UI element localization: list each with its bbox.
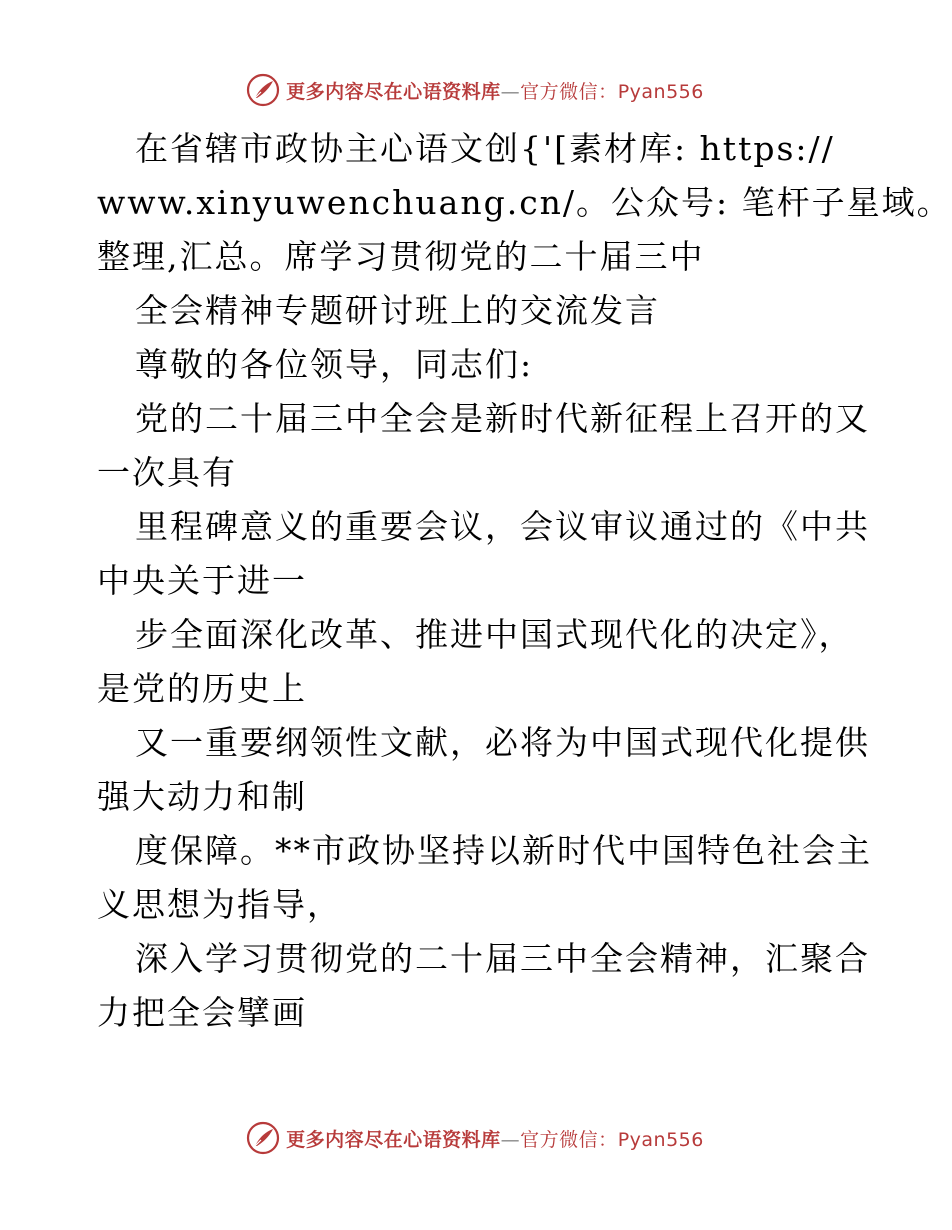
text-line: 又一重要纲领性文献，必将为中国式现代化提供 xyxy=(135,723,870,762)
text-line: 义思想为指导， xyxy=(97,885,342,924)
document-body xyxy=(97,122,952,1040)
feather-pen-logo-icon xyxy=(246,1121,280,1155)
text-line: 在省辖市政协主心语文创{'[素材库: https:// xyxy=(135,129,835,168)
text-line: 力把全会擘画 xyxy=(97,993,307,1032)
text-line: 全会精神专题研讨班上的交流发言 xyxy=(135,291,660,330)
header-banner xyxy=(0,70,950,110)
banner-text: 更多内容尽在心语资料库—官方微信：Pyan556 xyxy=(286,1128,704,1151)
text-line: 尊敬的各位领导，同志们: xyxy=(135,345,534,384)
text-line: 党的二十届三中全会是新时代新征程上召开的又 xyxy=(135,399,870,438)
text-line: www.xinyuwenchuang.cn/。公众号: 笔杆子星域。 xyxy=(97,183,952,222)
text-line: 深入学习贯彻党的二十届三中全会精神，汇聚合 xyxy=(135,939,870,978)
text-line: 整理,汇总。席学习贯彻党的二十届三中 xyxy=(97,237,705,276)
footer-banner xyxy=(0,1118,950,1158)
text-line: 是党的历史上 xyxy=(97,669,307,708)
banner-text: 更多内容尽在心语资料库—官方微信：Pyan556 xyxy=(286,80,704,103)
text-line: 步全面深化改革、推进中国式现代化的决定》， xyxy=(135,615,854,654)
text-line: 度保障。**市政协坚持以新时代中国特色社会主 xyxy=(135,831,872,870)
text-line: 里程碑意义的重要会议，会议审议通过的《中共 xyxy=(135,507,870,546)
text-line: 一次具有 xyxy=(97,453,237,492)
feather-pen-logo-icon xyxy=(246,73,280,107)
text-line: 强大动力和制 xyxy=(97,777,307,816)
text-line: 中央关于进一 xyxy=(97,561,307,600)
